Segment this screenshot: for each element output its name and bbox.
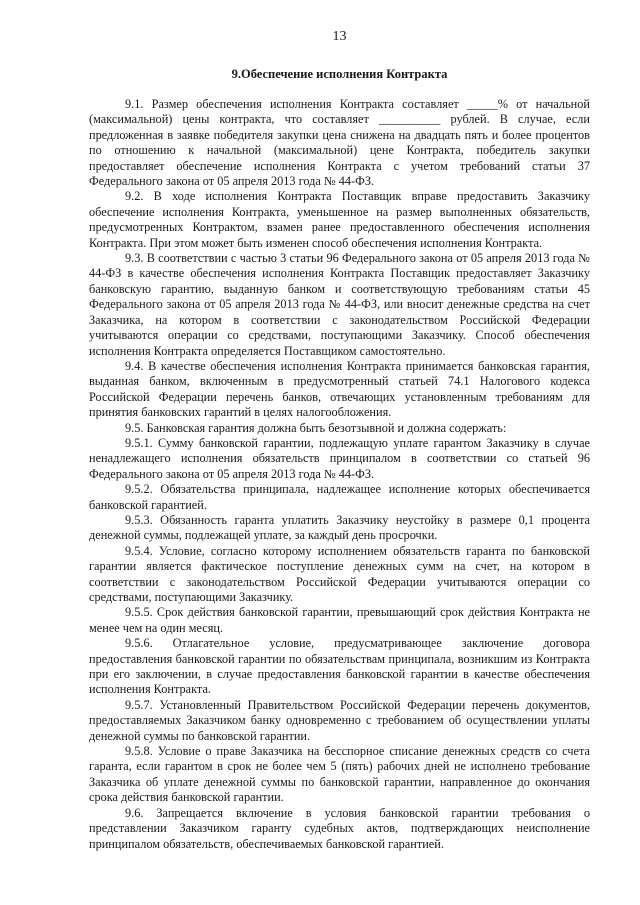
- paragraph-9-6: 9.6. Запрещается включение в условия банковской гарантии требования о представлении Заказчиком гаранту судебных актов, подтверждающих неисполнение принципалом обязательств, обеспечиваемых банковской гарантией.: [89, 805, 590, 851]
- paragraph-9-5-8: 9.5.8. Условие о праве Заказчика на бесспорное списание денежных средств со счета гаранта, если гарантом в срок не более чем 5 (пять) рабочих дней не исполнено требование Заказчика об уплате денежной суммы по банковской гарантии, направленное до окончания срока действия банковской гарантии.: [89, 744, 590, 805]
- page-number: 13: [332, 29, 347, 44]
- paragraph-9-5: 9.5. Банковская гарантия должна быть безотзывной и должна содержать:: [125, 420, 507, 435]
- section-title: 9.Обеспечение исполнения Контракта: [231, 67, 448, 81]
- paragraph-9-5-6: 9.5.6. Отлагательное условие, предусматривающее заключение договора предоставления банковской гарантии по обязательствам принципала, возникшим из Контракта при его заключении, в случае предоставления банковской гарантии в качестве обеспечения исполнения Контракта.: [89, 636, 590, 697]
- paragraph-9-1: 9.1. Размер обеспечения исполнения Контракта составляет _____% от начальной (максимальной) цены контракта, что составляет __________ рублей. В случае, если предложенная в заявке победителя закупки цена снижена на двадцать пять и более процентов по отношению к начальной (максимальной) цене Контракта, победитель закупки предоставляет обеспечение исполнения Контракта с учетом требований статьи 37 Федерального закона от 05 апреля 2013 года № 44-ФЗ.: [89, 97, 590, 189]
- paragraph-9-5-4: 9.5.4. Условие, согласно которому исполнением обязательств гаранта по банковской гарантии является фактическое поступление денежных сумм на счет, на котором в соответствии с законодательством Российской Федерации учитываются операции со средствами, поступающими Заказчику.: [89, 543, 590, 604]
- paragraph-9-4: 9.4. В качестве обеспечения исполнения Контракта принимается банковская гарантия, выданная банком, включенным в предусмотренный статьей 74.1 Налогового кодекса Российской Федерации перечень банков, отвечающих установленным требованиям для принятия банковских гарантий в целях налогообложения.: [89, 358, 590, 420]
- paragraph-9-5-2: 9.5.2. Обязательства принципала, надлежащее исполнение которых обеспечивается банковской гарантией.: [89, 482, 590, 512]
- paragraph-9-5-5: 9.5.5. Срок действия банковской гарантии, превышающий срок действия Контракта не менее чем на один месяц.: [89, 605, 590, 635]
- paragraph-9-2: 9.2. В ходе исполнения Контракта Поставщик вправе предоставить Заказчику обеспечение исполнения Контракта, уменьшенное на размер выполненных обязательств, предусмотренных Контрактом, взамен ранее предоставленного обеспечения исполнения Контракта. При этом может быть изменен способ обеспечения исполнения Контракта.: [89, 189, 590, 250]
- paragraph-9-5-3: 9.5.3. Обязанность гаранта уплатить Заказчику неустойку в размере 0,1 процента денежной суммы, подлежащей уплате, за каждый день просрочки.: [89, 512, 590, 543]
- paragraph-9-3: 9.3. В соответствии с частью 3 статьи 96 Федерального закона от 05 апреля 2013 года № 44-ФЗ в качестве обеспечения исполнения Контракта Поставщик предоставляет Заказчику банковскую гарантию, выданную банком и соответствующую требованиям статьи 45 Федерального закона от 05 апреля 2013 года № 44-ФЗ, или вносит денежные средства на счет Заказчика, на котором в соответствии с законодательством Российской Федерации учитываются операции со средствами, поступающими Заказчику. Способ обеспечения исполнения Контракта определяется Поставщиком самостоятельно.: [89, 251, 590, 358]
- paragraph-9-5-1: 9.5.1. Сумму банковской гарантии, подлежащую уплате гарантом Заказчику в случае ненадлежащего исполнения обязательств принципалом в соответствии со статьей 96 Федерального закона от 05 апреля 2013 года № 44-ФЗ.: [89, 435, 590, 481]
- paragraph-9-5-7: 9.5.7. Установленный Правительством Российской Федерации перечень документов, предоставляемых Заказчиком банку одновременно с требованием об осуществлении уплаты денежной суммы по банковской гарантии.: [89, 697, 590, 743]
